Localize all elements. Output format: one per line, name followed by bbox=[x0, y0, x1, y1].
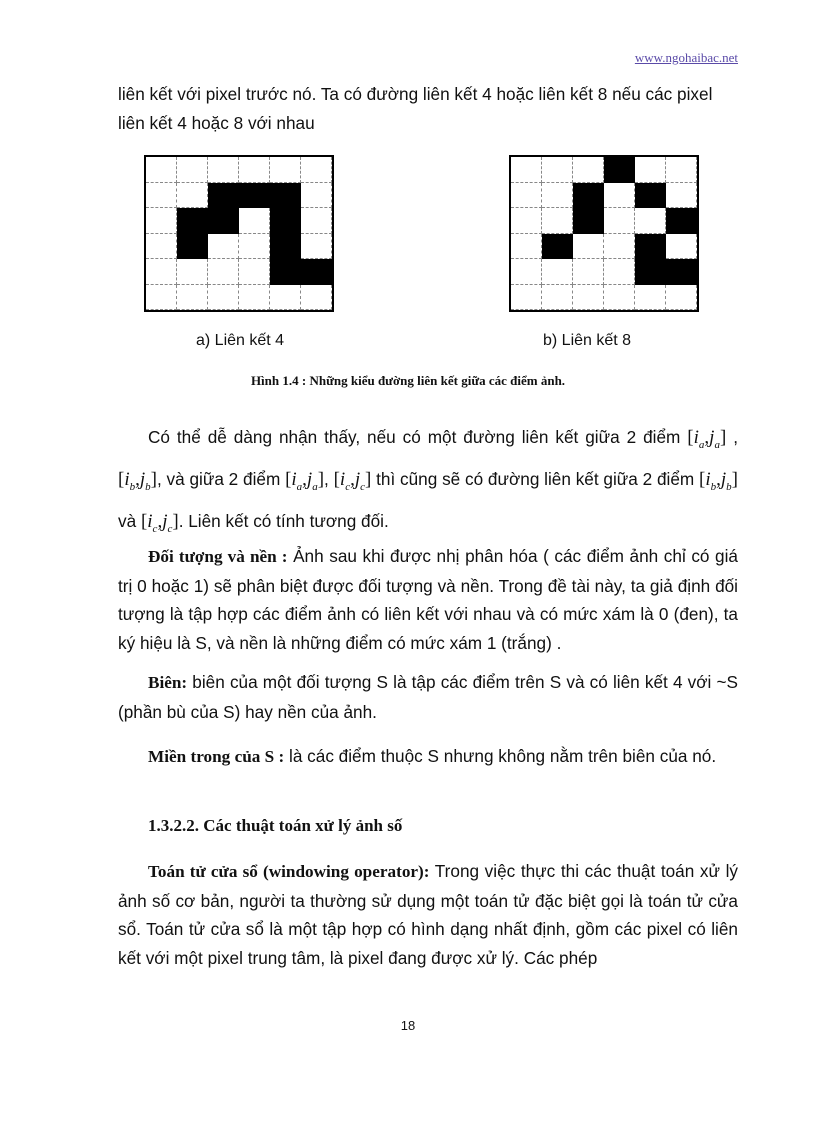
grid-cell bbox=[146, 259, 177, 285]
grid-cell bbox=[208, 208, 239, 234]
grid-cell bbox=[511, 157, 542, 183]
grid-cell bbox=[146, 157, 177, 183]
grid-cell bbox=[301, 259, 332, 285]
grid-cell bbox=[666, 208, 697, 234]
intro-paragraph bbox=[118, 80, 738, 137]
grid-cell bbox=[270, 208, 301, 234]
math-ic-jc: $[i_c,j_c]$ bbox=[333, 468, 372, 493]
grid-cell bbox=[270, 285, 301, 311]
grid-cell bbox=[177, 157, 208, 183]
grid-cell bbox=[511, 285, 542, 311]
grid-cell bbox=[542, 234, 573, 260]
math-ia-ja-2: $[i_a,j_a]$ bbox=[285, 468, 325, 493]
caption-a: a) Liên kết 4 bbox=[196, 332, 285, 349]
grid-cell bbox=[146, 208, 177, 234]
grid-cell bbox=[573, 259, 604, 285]
grid-cell bbox=[239, 208, 270, 234]
para1-text-1: Có thể dễ dàng nhận thấy, nếu có một đường liên kết giữa 2 điểm bbox=[148, 427, 688, 447]
grid-cell bbox=[604, 234, 635, 260]
grid-cell bbox=[146, 285, 177, 311]
math-ib-jb: $[i_b,j_b]$ bbox=[118, 468, 157, 493]
grid-cell bbox=[511, 208, 542, 234]
math-ic-jc-2: $[i_c,j_c]$ bbox=[140, 510, 179, 535]
grid-cell bbox=[666, 259, 697, 285]
paragraph-windowing-operator bbox=[118, 857, 738, 972]
grid-cell bbox=[270, 183, 301, 209]
grid-cell bbox=[573, 208, 604, 234]
grid-cell bbox=[542, 259, 573, 285]
grid-cell bbox=[635, 285, 666, 311]
grid-cell bbox=[177, 183, 208, 209]
grid-cell bbox=[208, 234, 239, 260]
grid-cell bbox=[542, 157, 573, 183]
grid-cell bbox=[635, 259, 666, 285]
grid-cell bbox=[177, 234, 208, 260]
para1-text-6: và bbox=[118, 510, 141, 531]
caption-b: b) Liên kết 8 bbox=[543, 332, 632, 349]
para1-text-2: , bbox=[726, 427, 738, 447]
para4-text: là các điểm thuộc S nhưng không nằm trên biên của nó. bbox=[284, 746, 717, 766]
grid-cell bbox=[604, 285, 635, 311]
grid-cell bbox=[177, 285, 208, 311]
term-boundary: Biên: bbox=[148, 673, 188, 692]
para1-text-7: . Liên kết có tính tương đối. bbox=[178, 510, 389, 531]
grid-cell bbox=[511, 259, 542, 285]
grid-cell bbox=[666, 285, 697, 311]
term-object-background: Đối tượng và nền : bbox=[148, 547, 288, 566]
grid-cell bbox=[239, 157, 270, 183]
grid-cell bbox=[604, 183, 635, 209]
grid-cell bbox=[604, 208, 635, 234]
grid-cell bbox=[208, 285, 239, 311]
paragraph-boundary bbox=[118, 668, 738, 726]
header-website-link[interactable]: www.ngohaibac.net bbox=[634, 50, 738, 65]
figure-grid-4-connectivity bbox=[144, 155, 334, 312]
grid-cell bbox=[635, 183, 666, 209]
para3-text: biên của một đối tượng S là tập các điểm trên S và có liên kết 4 với ~S (phần bù của S) hay nền của ảnh. bbox=[118, 672, 738, 722]
grid-cell bbox=[635, 234, 666, 260]
grid-cell bbox=[301, 234, 332, 260]
grid-cell bbox=[301, 183, 332, 209]
grid-cell bbox=[239, 259, 270, 285]
figure-grid-8-connectivity bbox=[509, 155, 699, 312]
para1-text-5: thì cũng sẽ có đường liên kết giữa 2 điểm bbox=[371, 468, 700, 489]
grid-cell bbox=[573, 183, 604, 209]
grid-cell bbox=[177, 208, 208, 234]
paragraph-object-background bbox=[118, 542, 738, 657]
grid-cell bbox=[635, 157, 666, 183]
grid-cell bbox=[573, 285, 604, 311]
intro-line-2: liên kết 4 hoặc 8 với nhau bbox=[118, 112, 315, 133]
grid-cell bbox=[208, 157, 239, 183]
grid-cell bbox=[239, 183, 270, 209]
grid-cell bbox=[542, 285, 573, 311]
grid-cell bbox=[208, 183, 239, 209]
math-ib-jb-2: $[i_b,j_b]$ bbox=[699, 468, 738, 493]
grid-cell bbox=[208, 259, 239, 285]
grid-cell bbox=[146, 183, 177, 209]
grid-cell bbox=[635, 208, 666, 234]
grid-cell bbox=[146, 234, 177, 260]
grid-cell bbox=[666, 234, 697, 260]
grid-cell bbox=[270, 234, 301, 260]
grid-cell bbox=[604, 157, 635, 183]
grid-cell bbox=[573, 234, 604, 260]
grid-cell bbox=[239, 234, 270, 260]
grid-cell bbox=[604, 259, 635, 285]
para1-text-4: , bbox=[324, 468, 334, 489]
grid-cell bbox=[573, 157, 604, 183]
term-interior: Miền trong của S : bbox=[148, 747, 285, 766]
grid-cell bbox=[301, 208, 332, 234]
paragraph-connectivity bbox=[118, 420, 738, 545]
grid-cell bbox=[301, 157, 332, 183]
grid-cell bbox=[511, 183, 542, 209]
math-ia-ja: $[i_a,j_a]$ bbox=[687, 427, 727, 451]
grid-cell bbox=[666, 157, 697, 183]
section-heading: 1.3.2.2. Các thuật toán xử lý ảnh số bbox=[148, 816, 403, 835]
grid-cell bbox=[542, 208, 573, 234]
grid-cell bbox=[542, 183, 573, 209]
intro-line-1: liên kết với pixel trước nó. Ta có đường liên kết 4 hoặc liên kết 8 nếu các pixel bbox=[118, 84, 713, 104]
grid-cell bbox=[270, 157, 301, 183]
grid-cell bbox=[177, 259, 208, 285]
grid-cell bbox=[511, 234, 542, 260]
paragraph-interior bbox=[118, 742, 738, 772]
grid-cell bbox=[666, 183, 697, 209]
grid-cell bbox=[301, 285, 332, 311]
figure-title: Hình 1.4 : Những kiểu đường liên kết giữa các điểm ảnh. bbox=[250, 373, 566, 388]
para1-text-3: , và giữa 2 điểm bbox=[156, 468, 286, 489]
grid-cell bbox=[239, 285, 270, 311]
page-number: 18 bbox=[400, 1018, 416, 1033]
grid-cell bbox=[270, 259, 301, 285]
para5-text: Trong việc thực thi các thuật toán xử lý ảnh số cơ bản, người ta thường sử dụng một toán tử đặc biệt gọi là toán tử cửa sổ. Toán tử cửa sổ là một tập hợp có hình dạng nhất định, gồm các pixel có liên kết với một pixel trung tâm, là pixel đang được xử lý. Các phép bbox=[118, 861, 738, 968]
para2-text: Ảnh sau khi được nhị phân hóa ( các điểm ảnh chỉ có giá trị 0 hoặc 1) sẽ phân biệt được đối tượng và nền. Trong đề tài này, ta giả định đối tượng là tập hợp các điểm ảnh có liên kết với nhau và có mức xám là 0 (đen), ta ký hiệu là S, và nền là những điểm có mức xám 1 (trắng) . bbox=[118, 546, 738, 653]
term-windowing-operator: Toán tử cửa sổ (windowing operator): bbox=[148, 862, 430, 881]
